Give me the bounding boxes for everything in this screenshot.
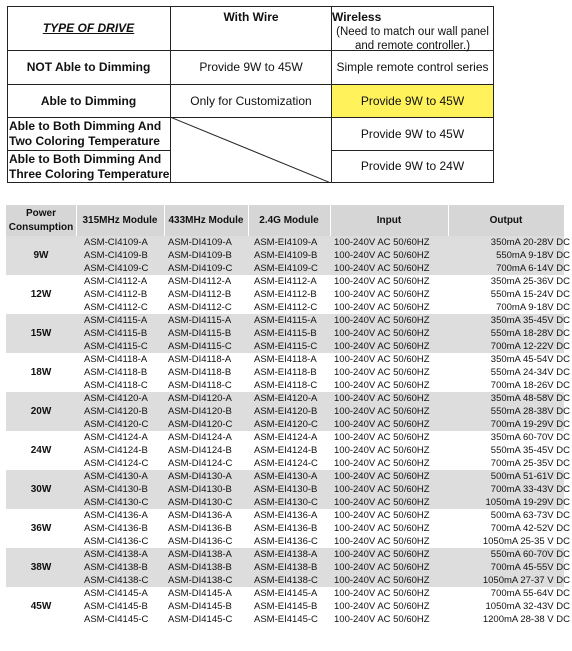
module-315-cell: ASM-CI4109-A — [84, 237, 148, 248]
table-row — [6, 587, 570, 600]
output-cell: 700mA 42-52V DC — [490, 523, 570, 534]
table-row — [6, 288, 570, 301]
table-row — [6, 275, 570, 288]
module-315-cell: ASM-CI4120-A — [84, 393, 148, 404]
output-cell: 700mA 55-64V DC — [490, 588, 570, 599]
output-cell: 1200mA 28-38 V DC — [482, 614, 570, 625]
output-cell: 1050mA 27-37 V DC — [482, 575, 570, 586]
table-row — [6, 392, 570, 405]
header-output: Output — [489, 214, 523, 226]
module-24g-cell: ASM-EI4120-C — [254, 419, 318, 430]
module-24g-cell: ASM-EI4112-B — [254, 289, 317, 300]
input-cell: 100-240V AC 50/60HZ — [334, 510, 430, 521]
module-24g-cell: ASM-EI4118-A — [254, 354, 317, 365]
module-315-cell: ASM-CI4124-C — [84, 458, 149, 469]
table-row — [6, 236, 570, 249]
header-power: Power Consumption — [8, 207, 74, 233]
input-cell: 100-240V AC 50/60HZ — [334, 458, 430, 469]
wireless-header — [332, 6, 494, 51]
table-row — [6, 496, 570, 509]
table-row — [6, 509, 570, 522]
module-433-cell: ASM-DI4145-C — [168, 614, 233, 625]
module-24g-cell: ASM-EI4109-B — [254, 250, 318, 261]
module-315-cell: ASM-CI4115-B — [84, 328, 148, 339]
type-of-drive-cell — [7, 6, 171, 51]
table-row — [6, 327, 570, 340]
table-row — [6, 431, 570, 444]
input-cell: 100-240V AC 50/60HZ — [334, 575, 430, 586]
power-group — [6, 392, 570, 431]
table-row — [6, 574, 570, 587]
module-24g-cell: ASM-EI4138-A — [254, 549, 318, 560]
row-label-text: Able to Both Dimming And Three Coloring Temperature — [9, 151, 170, 181]
output-cell: 550mA 35-45V DC — [490, 445, 570, 456]
module-433-cell: ASM-DI4120-B — [168, 406, 232, 417]
output-cell: 700mA 9-18V DC — [496, 302, 570, 313]
module-24g-cell: ASM-EI4120-B — [254, 406, 318, 417]
output-cell: 550mA 9-18V DC — [496, 250, 570, 261]
output-cell: 550mA 60-70V DC — [490, 549, 570, 560]
module-315-cell: ASM-CI4109-C — [84, 263, 149, 274]
input-cell: 100-240V AC 50/60HZ — [334, 497, 430, 508]
module-433-cell: ASM-DI4124-C — [168, 458, 233, 469]
wireless-two-color — [332, 118, 494, 151]
table-row — [6, 301, 570, 314]
wireless-value: Provide 9W to 45W — [360, 93, 465, 108]
output-cell: 1050mA 19-29V DC — [485, 497, 570, 508]
module-24g-cell: ASM-EI4109-C — [254, 263, 318, 274]
spec-table-header — [6, 205, 564, 236]
module-315-cell: ASM-CI4120-C — [84, 419, 149, 430]
output-cell: 700mA 18-26V DC — [490, 380, 570, 391]
input-cell: 100-240V AC 50/60HZ — [334, 276, 430, 287]
output-cell: 350mA 48-58V DC — [490, 393, 570, 404]
column-divider — [448, 205, 449, 236]
wireless-not-dimming — [332, 51, 494, 85]
input-cell: 100-240V AC 50/60HZ — [334, 419, 430, 430]
diagonal-strike — [170, 117, 331, 183]
module-315-cell: ASM-CI4124-A — [84, 432, 148, 443]
module-433-cell: ASM-DI4109-C — [168, 263, 233, 274]
module-315-cell: ASM-CI4118-C — [84, 380, 148, 391]
row-label-not-dimming — [7, 51, 171, 85]
table-row — [6, 561, 570, 574]
module-433-cell: ASM-DI4130-B — [168, 484, 232, 495]
power-consumption-cell: 9W — [33, 250, 49, 261]
module-433-cell: ASM-DI4112-B — [168, 289, 232, 300]
input-cell: 100-240V AC 50/60HZ — [334, 601, 430, 612]
output-cell: 700mA 19-29V DC — [490, 419, 570, 430]
module-433-cell: ASM-DI4145-A — [168, 588, 232, 599]
output-cell: 550mA 18-28V DC — [490, 328, 570, 339]
table-row — [6, 405, 570, 418]
input-cell: 100-240V AC 50/60HZ — [334, 549, 430, 560]
power-group — [6, 353, 570, 392]
power-consumption-cell: 12W — [30, 289, 52, 300]
power-consumption-cell: 36W — [30, 523, 52, 534]
wireless-header-title: Wireless — [332, 10, 382, 24]
power-consumption-cell: 38W — [30, 562, 52, 573]
row-label-dimming — [7, 85, 171, 118]
input-cell: 100-240V AC 50/60HZ — [334, 289, 430, 300]
with-wire-dimming — [171, 85, 332, 118]
module-24g-cell: ASM-EI4130-C — [254, 497, 318, 508]
input-cell: 100-240V AC 50/60HZ — [334, 328, 430, 339]
table-row — [6, 444, 570, 457]
output-cell: 350mA 35-45V DC — [490, 315, 570, 326]
header-24g: 2.4G Module — [259, 214, 319, 226]
output-cell: 700mA 33-43V DC — [490, 484, 570, 495]
with-wire-header — [171, 6, 332, 51]
wireless-value: Provide 9W to 24W — [360, 159, 465, 173]
wireless-dimming-highlighted — [332, 85, 494, 118]
module-433-cell: ASM-DI4138-B — [168, 562, 232, 573]
module-24g-cell: ASM-EI4112-C — [254, 302, 318, 313]
input-cell: 100-240V AC 50/60HZ — [334, 432, 430, 443]
row-label-text: Able to Both Dimming And Two Coloring Temperature — [9, 119, 162, 148]
type-of-drive-label: TYPE OF DRIVE — [42, 20, 135, 35]
module-433-cell: ASM-DI4130-C — [168, 497, 233, 508]
power-consumption-cell: 45W — [30, 601, 52, 612]
drive-type-table — [7, 6, 494, 183]
module-315-cell: ASM-CI4112-A — [84, 276, 148, 287]
module-315-cell: ASM-CI4145-A — [84, 588, 148, 599]
module-24g-cell: ASM-EI4118-B — [254, 367, 317, 378]
module-433-cell: ASM-DI4124-B — [168, 445, 232, 456]
module-24g-cell: ASM-EI4136-B — [254, 523, 318, 534]
module-24g-cell: ASM-EI4115-B — [254, 328, 317, 339]
table-row — [6, 366, 570, 379]
module-433-cell: ASM-DI4120-A — [168, 393, 232, 404]
module-315-cell: ASM-CI4130-A — [84, 471, 148, 482]
module-315-cell: ASM-CI4138-B — [84, 562, 148, 573]
module-24g-cell: ASM-EI4115-A — [254, 315, 317, 326]
module-24g-cell: ASM-EI4109-A — [254, 237, 318, 248]
table-row — [6, 418, 570, 431]
module-433-cell: ASM-DI4130-A — [168, 471, 232, 482]
header-input: Input — [376, 214, 402, 226]
module-24g-cell: ASM-EI4112-A — [254, 276, 317, 287]
module-315-cell: ASM-CI4118-B — [84, 367, 148, 378]
module-433-cell: ASM-DI4109-B — [168, 250, 232, 261]
module-433-cell: ASM-DI4136-B — [168, 523, 232, 534]
power-group — [6, 314, 570, 353]
module-315-cell: ASM-CI4120-B — [84, 406, 148, 417]
module-315-cell: ASM-CI4124-B — [84, 445, 148, 456]
module-315-cell: ASM-CI4138-C — [84, 575, 149, 586]
table-row — [6, 457, 570, 470]
table-row — [6, 548, 570, 561]
column-divider — [164, 205, 165, 236]
input-cell: 100-240V AC 50/60HZ — [334, 367, 430, 378]
input-cell: 100-240V AC 50/60HZ — [334, 562, 430, 573]
table-row — [6, 353, 570, 366]
input-cell: 100-240V AC 50/60HZ — [334, 250, 430, 261]
module-24g-cell: ASM-EI4120-A — [254, 393, 318, 404]
output-cell: 1050mA 32-43V DC — [485, 601, 570, 612]
module-433-cell: ASM-DI4109-A — [168, 237, 232, 248]
module-315-cell: ASM-CI4130-C — [84, 497, 149, 508]
input-cell: 100-240V AC 50/60HZ — [334, 315, 430, 326]
table-row — [6, 379, 570, 392]
module-315-cell: ASM-CI4112-C — [84, 302, 148, 313]
with-wire-value: Provide 9W to 45W — [199, 60, 303, 74]
column-divider — [330, 205, 331, 236]
output-cell: 550mA 24-34V DC — [490, 367, 570, 378]
output-cell: 550mA 15-24V DC — [490, 289, 570, 300]
with-wire-header-label: With Wire — [223, 10, 279, 24]
module-24g-cell: ASM-EI4130-B — [254, 484, 318, 495]
module-24g-cell: ASM-EI4124-A — [254, 432, 318, 443]
module-24g-cell: ASM-EI4136-C — [254, 536, 318, 547]
input-cell: 100-240V AC 50/60HZ — [334, 471, 430, 482]
module-24g-cell: ASM-EI4124-B — [254, 445, 318, 456]
table-row — [6, 522, 570, 535]
power-group — [6, 470, 570, 509]
module-315-cell: ASM-CI4115-A — [84, 315, 148, 326]
module-433-cell: ASM-DI4145-B — [168, 601, 232, 612]
row-label-two-color — [7, 118, 171, 151]
power-group — [6, 431, 570, 470]
output-cell: 700mA 6-14V DC — [496, 263, 570, 274]
table-row — [6, 535, 570, 548]
module-433-cell: ASM-DI4112-C — [168, 302, 232, 313]
module-433-cell: ASM-DI4136-C — [168, 536, 233, 547]
module-433-cell: ASM-DI4115-C — [168, 341, 232, 352]
power-group — [6, 548, 570, 587]
output-cell: 700mA 25-35V DC — [490, 458, 570, 469]
input-cell: 100-240V AC 50/60HZ — [334, 484, 430, 495]
power-consumption-cell: 30W — [30, 484, 52, 495]
module-24g-cell: ASM-EI4138-B — [254, 562, 318, 573]
power-consumption-cell: 20W — [30, 406, 52, 417]
module-315-cell: ASM-CI4136-A — [84, 510, 148, 521]
module-315-cell: ASM-CI4115-C — [84, 341, 148, 352]
wireless-header-note: (Need to match our wall panel and remote controller.) — [336, 26, 489, 52]
header-433mhz: 433MHz Module — [168, 214, 244, 226]
module-433-cell: ASM-DI4115-B — [168, 328, 232, 339]
module-315-cell: ASM-CI4130-B — [84, 484, 148, 495]
input-cell: 100-240V AC 50/60HZ — [334, 445, 430, 456]
power-consumption-cell: 15W — [30, 328, 52, 339]
output-cell: 550mA 28-38V DC — [490, 406, 570, 417]
power-group — [6, 236, 570, 275]
table-row — [6, 483, 570, 496]
module-315-cell: ASM-CI4145-B — [84, 601, 148, 612]
module-24g-cell: ASM-EI4145-B — [254, 601, 318, 612]
table-row — [6, 340, 570, 353]
table-row — [6, 314, 570, 327]
input-cell: 100-240V AC 50/60HZ — [334, 523, 430, 534]
wireless-three-color — [332, 151, 494, 183]
row-label-three-color — [7, 151, 171, 183]
input-cell: 100-240V AC 50/60HZ — [334, 237, 430, 248]
input-cell: 100-240V AC 50/60HZ — [334, 536, 430, 547]
module-433-cell: ASM-DI4136-A — [168, 510, 232, 521]
output-cell: 350mA 25-36V DC — [490, 276, 570, 287]
power-group — [6, 587, 570, 626]
wireless-value: Simple remote control series — [336, 60, 489, 74]
module-24g-cell: ASM-EI4130-A — [254, 471, 318, 482]
with-wire-value: Only for Customization — [190, 93, 312, 108]
module-433-cell: ASM-DI4120-C — [168, 419, 233, 430]
header-315mhz: 315MHz Module — [82, 214, 158, 226]
module-433-cell: ASM-DI4138-A — [168, 549, 232, 560]
input-cell: 100-240V AC 50/60HZ — [334, 406, 430, 417]
with-wire-not-dimming — [171, 51, 332, 85]
module-433-cell: ASM-DI4124-A — [168, 432, 232, 443]
input-cell: 100-240V AC 50/60HZ — [334, 380, 430, 391]
table-row — [6, 262, 570, 275]
output-cell: 500mA 51-61V DC — [490, 471, 570, 482]
power-group — [6, 509, 570, 548]
module-24g-cell: ASM-EI4118-C — [254, 380, 318, 391]
module-24g-cell: ASM-EI4138-C — [254, 575, 318, 586]
module-433-cell: ASM-DI4118-B — [168, 367, 232, 378]
module-433-cell: ASM-DI4118-A — [168, 354, 232, 365]
module-24g-cell: ASM-EI4115-C — [254, 341, 318, 352]
power-consumption-cell: 24W — [30, 445, 52, 456]
output-cell: 700mA 45-55V DC — [490, 562, 570, 573]
output-cell: 1050mA 25-35 V DC — [482, 536, 570, 547]
module-315-cell: ASM-CI4138-A — [84, 549, 148, 560]
module-433-cell: ASM-DI4112-A — [168, 276, 232, 287]
table-row — [6, 470, 570, 483]
power-consumption-cell: 18W — [30, 367, 52, 378]
module-315-cell: ASM-CI4145-C — [84, 614, 149, 625]
wireless-value: Provide 9W to 45W — [360, 126, 465, 141]
module-24g-cell: ASM-EI4145-C — [254, 614, 318, 625]
output-cell: 350mA 20-28V DC — [490, 237, 570, 248]
input-cell: 100-240V AC 50/60HZ — [334, 341, 430, 352]
input-cell: 100-240V AC 50/60HZ — [334, 263, 430, 274]
output-cell: 350mA 45-54V DC — [490, 354, 570, 365]
output-cell: 500mA 63-73V DC — [490, 510, 570, 521]
table-row — [6, 613, 570, 626]
column-divider — [248, 205, 249, 236]
module-315-cell: ASM-CI4112-B — [84, 289, 148, 300]
output-cell: 700mA 12-22V DC — [490, 341, 570, 352]
module-315-cell: ASM-CI4136-B — [84, 523, 148, 534]
module-433-cell: ASM-DI4138-C — [168, 575, 233, 586]
input-cell: 100-240V AC 50/60HZ — [334, 302, 430, 313]
module-24g-cell: ASM-EI4124-C — [254, 458, 318, 469]
table-row — [6, 249, 570, 262]
row-label-text: NOT Able to Dimming — [26, 60, 151, 74]
module-24g-cell: ASM-EI4136-A — [254, 510, 318, 521]
input-cell: 100-240V AC 50/60HZ — [334, 393, 430, 404]
input-cell: 100-240V AC 50/60HZ — [334, 614, 430, 625]
column-divider — [76, 205, 77, 236]
module-315-cell: ASM-CI4109-B — [84, 250, 148, 261]
input-cell: 100-240V AC 50/60HZ — [334, 354, 430, 365]
module-315-cell: ASM-CI4136-C — [84, 536, 149, 547]
table-row — [6, 600, 570, 613]
module-315-cell: ASM-CI4118-A — [84, 354, 148, 365]
row-label-text: Able to Dimming — [40, 93, 137, 108]
module-24g-cell: ASM-EI4145-A — [254, 588, 318, 599]
module-433-cell: ASM-DI4115-A — [168, 315, 232, 326]
input-cell: 100-240V AC 50/60HZ — [334, 588, 430, 599]
power-group — [6, 275, 570, 314]
output-cell: 350mA 60-70V DC — [490, 432, 570, 443]
module-433-cell: ASM-DI4118-C — [168, 380, 232, 391]
